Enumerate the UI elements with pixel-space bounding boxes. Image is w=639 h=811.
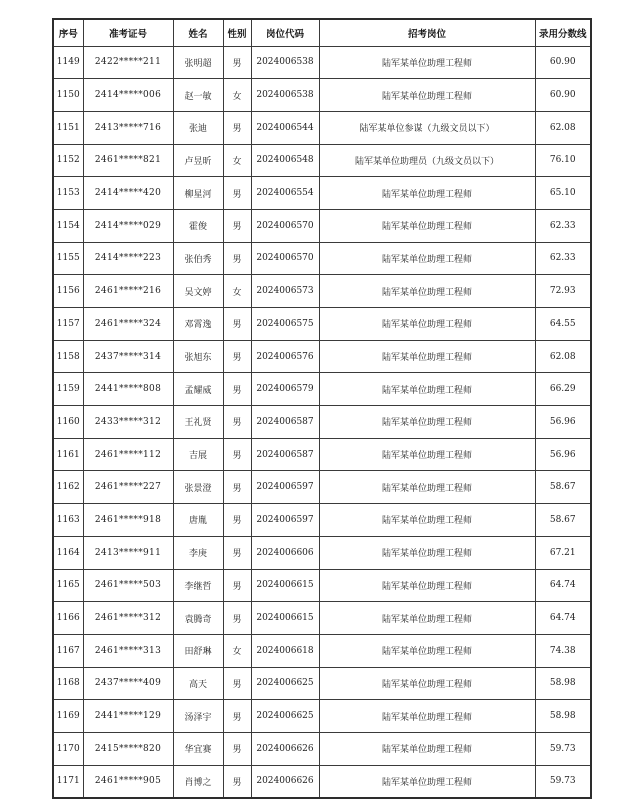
cell-position: 陆军某单位助理工程师 [319, 471, 535, 504]
table-row [53, 79, 591, 112]
cell-gender: 男 [223, 111, 251, 144]
cell-name: 柳星河 [173, 177, 223, 210]
cell-score: 76.10 [535, 144, 591, 177]
cell-serial: 1155 [53, 242, 83, 275]
cell-position: 陆军某单位助理工程师 [319, 765, 535, 798]
cell-serial: 1153 [53, 177, 83, 210]
table-row [53, 536, 591, 569]
table-row [53, 308, 591, 341]
table-row [53, 667, 591, 700]
cell-gender: 男 [223, 242, 251, 275]
cell-position: 陆军某单位助理工程师 [319, 667, 535, 700]
cell-name: 吉展 [173, 438, 223, 471]
cell-score: 58.67 [535, 471, 591, 504]
cell-gender: 女 [223, 144, 251, 177]
cell-score: 62.08 [535, 111, 591, 144]
table-row [53, 569, 591, 602]
cell-position: 陆军某单位助理工程师 [319, 634, 535, 667]
table-row [53, 111, 591, 144]
cell-ticket: 2461*****905 [83, 765, 173, 798]
cell-code: 2024006625 [251, 667, 319, 700]
cell-name: 肖博之 [173, 765, 223, 798]
cell-ticket: 2413*****911 [83, 536, 173, 569]
cell-serial: 1154 [53, 209, 83, 242]
cell-code: 2024006606 [251, 536, 319, 569]
cell-ticket: 2433*****312 [83, 406, 173, 439]
table-row [53, 700, 591, 733]
cell-gender: 男 [223, 536, 251, 569]
cell-position: 陆军某单位助理工程师 [319, 504, 535, 537]
cell-name: 霍俊 [173, 209, 223, 242]
cell-score: 58.98 [535, 700, 591, 733]
cell-gender: 男 [223, 602, 251, 635]
cell-score: 62.33 [535, 209, 591, 242]
cell-ticket: 2413*****716 [83, 111, 173, 144]
cell-gender: 男 [223, 406, 251, 439]
cell-position: 陆军某单位助理工程师 [319, 209, 535, 242]
cell-serial: 1149 [53, 46, 83, 79]
cell-name: 吴文婷 [173, 275, 223, 308]
table-row [53, 373, 591, 406]
cell-name: 张明超 [173, 46, 223, 79]
cell-ticket: 2461*****918 [83, 504, 173, 537]
cell-ticket: 2461*****821 [83, 144, 173, 177]
cell-score: 60.90 [535, 79, 591, 112]
cell-score: 56.96 [535, 438, 591, 471]
cell-score: 72.93 [535, 275, 591, 308]
cell-position: 陆军某单位助理工程师 [319, 242, 535, 275]
admission-score-table [52, 18, 592, 799]
cell-gender: 男 [223, 667, 251, 700]
table-row [53, 177, 591, 210]
cell-name: 赵一敏 [173, 79, 223, 112]
cell-serial: 1157 [53, 308, 83, 341]
cell-code: 2024006576 [251, 340, 319, 373]
table-row [53, 634, 591, 667]
cell-serial: 1166 [53, 602, 83, 635]
cell-gender: 男 [223, 569, 251, 602]
cell-serial: 1165 [53, 569, 83, 602]
cell-code: 2024006554 [251, 177, 319, 210]
cell-ticket: 2414*****029 [83, 209, 173, 242]
cell-serial: 1163 [53, 504, 83, 537]
column-header-position: 招考岗位 [319, 19, 535, 46]
cell-code: 2024006570 [251, 242, 319, 275]
table-body [53, 46, 591, 798]
cell-score: 64.55 [535, 308, 591, 341]
cell-name: 张景澄 [173, 471, 223, 504]
column-header-serial: 序号 [53, 19, 83, 46]
cell-name: 张伯秀 [173, 242, 223, 275]
cell-score: 74.38 [535, 634, 591, 667]
cell-ticket: 2461*****112 [83, 438, 173, 471]
cell-name: 孟耀威 [173, 373, 223, 406]
table-row [53, 340, 591, 373]
cell-gender: 女 [223, 79, 251, 112]
cell-name: 高天 [173, 667, 223, 700]
cell-code: 2024006538 [251, 46, 319, 79]
table-row [53, 46, 591, 79]
cell-ticket: 2461*****324 [83, 308, 173, 341]
column-header-ticket: 准考证号 [83, 19, 173, 46]
cell-position: 陆军某单位助理工程师 [319, 308, 535, 341]
table-header-row [53, 19, 591, 46]
cell-name: 邓霄逸 [173, 308, 223, 341]
cell-code: 2024006579 [251, 373, 319, 406]
cell-position: 陆军某单位助理工程师 [319, 732, 535, 765]
table-row [53, 242, 591, 275]
table-row [53, 275, 591, 308]
cell-serial: 1160 [53, 406, 83, 439]
cell-position: 陆军某单位助理工程师 [319, 177, 535, 210]
cell-serial: 1161 [53, 438, 83, 471]
cell-name: 卢昱昕 [173, 144, 223, 177]
cell-ticket: 2441*****129 [83, 700, 173, 733]
cell-code: 2024006597 [251, 471, 319, 504]
table-row [53, 438, 591, 471]
cell-gender: 男 [223, 765, 251, 798]
column-header-code: 岗位代码 [251, 19, 319, 46]
cell-position: 陆军某单位助理工程师 [319, 536, 535, 569]
cell-gender: 男 [223, 438, 251, 471]
cell-code: 2024006587 [251, 438, 319, 471]
cell-ticket: 2441*****808 [83, 373, 173, 406]
column-header-score: 录用分数线 [535, 19, 591, 46]
cell-serial: 1158 [53, 340, 83, 373]
cell-score: 65.10 [535, 177, 591, 210]
cell-gender: 女 [223, 275, 251, 308]
cell-score: 62.33 [535, 242, 591, 275]
cell-ticket: 2437*****314 [83, 340, 173, 373]
cell-position: 陆军某单位助理工程师 [319, 373, 535, 406]
cell-code: 2024006587 [251, 406, 319, 439]
cell-code: 2024006625 [251, 700, 319, 733]
table-row [53, 209, 591, 242]
cell-serial: 1170 [53, 732, 83, 765]
cell-position: 陆军某单位助理工程师 [319, 602, 535, 635]
cell-ticket: 2461*****313 [83, 634, 173, 667]
cell-name: 张旭东 [173, 340, 223, 373]
cell-name: 唐胤 [173, 504, 223, 537]
table-row [53, 732, 591, 765]
cell-ticket: 2461*****227 [83, 471, 173, 504]
cell-position: 陆军某单位助理工程师 [319, 569, 535, 602]
cell-score: 59.73 [535, 765, 591, 798]
cell-position: 陆军某单位助理工程师 [319, 340, 535, 373]
cell-gender: 男 [223, 504, 251, 537]
cell-code: 2024006538 [251, 79, 319, 112]
cell-serial: 1150 [53, 79, 83, 112]
cell-code: 2024006618 [251, 634, 319, 667]
cell-code: 2024006615 [251, 602, 319, 635]
cell-serial: 1168 [53, 667, 83, 700]
cell-serial: 1171 [53, 765, 83, 798]
cell-gender: 男 [223, 471, 251, 504]
cell-code: 2024006597 [251, 504, 319, 537]
cell-code: 2024006570 [251, 209, 319, 242]
cell-score: 59.73 [535, 732, 591, 765]
table-row [53, 406, 591, 439]
cell-serial: 1162 [53, 471, 83, 504]
column-header-gender: 性别 [223, 19, 251, 46]
cell-serial: 1152 [53, 144, 83, 177]
cell-score: 64.74 [535, 569, 591, 602]
cell-ticket: 2414*****006 [83, 79, 173, 112]
cell-code: 2024006626 [251, 732, 319, 765]
cell-serial: 1167 [53, 634, 83, 667]
table-row [53, 765, 591, 798]
cell-position: 陆军某单位助理员（九级文员以下） [319, 144, 535, 177]
cell-gender: 男 [223, 700, 251, 733]
cell-score: 56.96 [535, 406, 591, 439]
cell-name: 田舒琳 [173, 634, 223, 667]
cell-position: 陆军某单位助理工程师 [319, 275, 535, 308]
cell-code: 2024006626 [251, 765, 319, 798]
cell-ticket: 2414*****420 [83, 177, 173, 210]
cell-score: 67.21 [535, 536, 591, 569]
cell-gender: 女 [223, 634, 251, 667]
cell-position: 陆军某单位助理工程师 [319, 46, 535, 79]
table-row [53, 471, 591, 504]
cell-serial: 1164 [53, 536, 83, 569]
cell-ticket: 2414*****223 [83, 242, 173, 275]
cell-name: 汤泽宇 [173, 700, 223, 733]
cell-gender: 男 [223, 340, 251, 373]
cell-score: 66.29 [535, 373, 591, 406]
cell-ticket: 2415*****820 [83, 732, 173, 765]
cell-code: 2024006544 [251, 111, 319, 144]
cell-gender: 男 [223, 177, 251, 210]
cell-name: 李庚 [173, 536, 223, 569]
cell-code: 2024006575 [251, 308, 319, 341]
cell-serial: 1159 [53, 373, 83, 406]
cell-serial: 1169 [53, 700, 83, 733]
cell-name: 李继哲 [173, 569, 223, 602]
cell-gender: 男 [223, 732, 251, 765]
cell-name: 张迪 [173, 111, 223, 144]
cell-score: 62.08 [535, 340, 591, 373]
cell-serial: 1156 [53, 275, 83, 308]
table-row [53, 144, 591, 177]
cell-gender: 男 [223, 46, 251, 79]
cell-serial: 1151 [53, 111, 83, 144]
cell-position: 陆军某单位助理工程师 [319, 79, 535, 112]
cell-score: 60.90 [535, 46, 591, 79]
cell-ticket: 2461*****216 [83, 275, 173, 308]
cell-score: 58.98 [535, 667, 591, 700]
cell-score: 64.74 [535, 602, 591, 635]
cell-gender: 男 [223, 308, 251, 341]
cell-score: 58.67 [535, 504, 591, 537]
cell-ticket: 2437*****409 [83, 667, 173, 700]
cell-code: 2024006615 [251, 569, 319, 602]
cell-position: 陆军某单位助理工程师 [319, 700, 535, 733]
cell-position: 陆军某单位参谋（九级文员以下） [319, 111, 535, 144]
column-header-name: 姓名 [173, 19, 223, 46]
cell-code: 2024006548 [251, 144, 319, 177]
cell-name: 王礼贤 [173, 406, 223, 439]
cell-name: 华宜赛 [173, 732, 223, 765]
cell-code: 2024006573 [251, 275, 319, 308]
cell-name: 袁腾奇 [173, 602, 223, 635]
table-row [53, 602, 591, 635]
cell-ticket: 2461*****312 [83, 602, 173, 635]
cell-gender: 男 [223, 373, 251, 406]
cell-position: 陆军某单位助理工程师 [319, 438, 535, 471]
table-row [53, 504, 591, 537]
cell-gender: 男 [223, 209, 251, 242]
cell-position: 陆军某单位助理工程师 [319, 406, 535, 439]
cell-ticket: 2461*****503 [83, 569, 173, 602]
cell-ticket: 2422*****211 [83, 46, 173, 79]
